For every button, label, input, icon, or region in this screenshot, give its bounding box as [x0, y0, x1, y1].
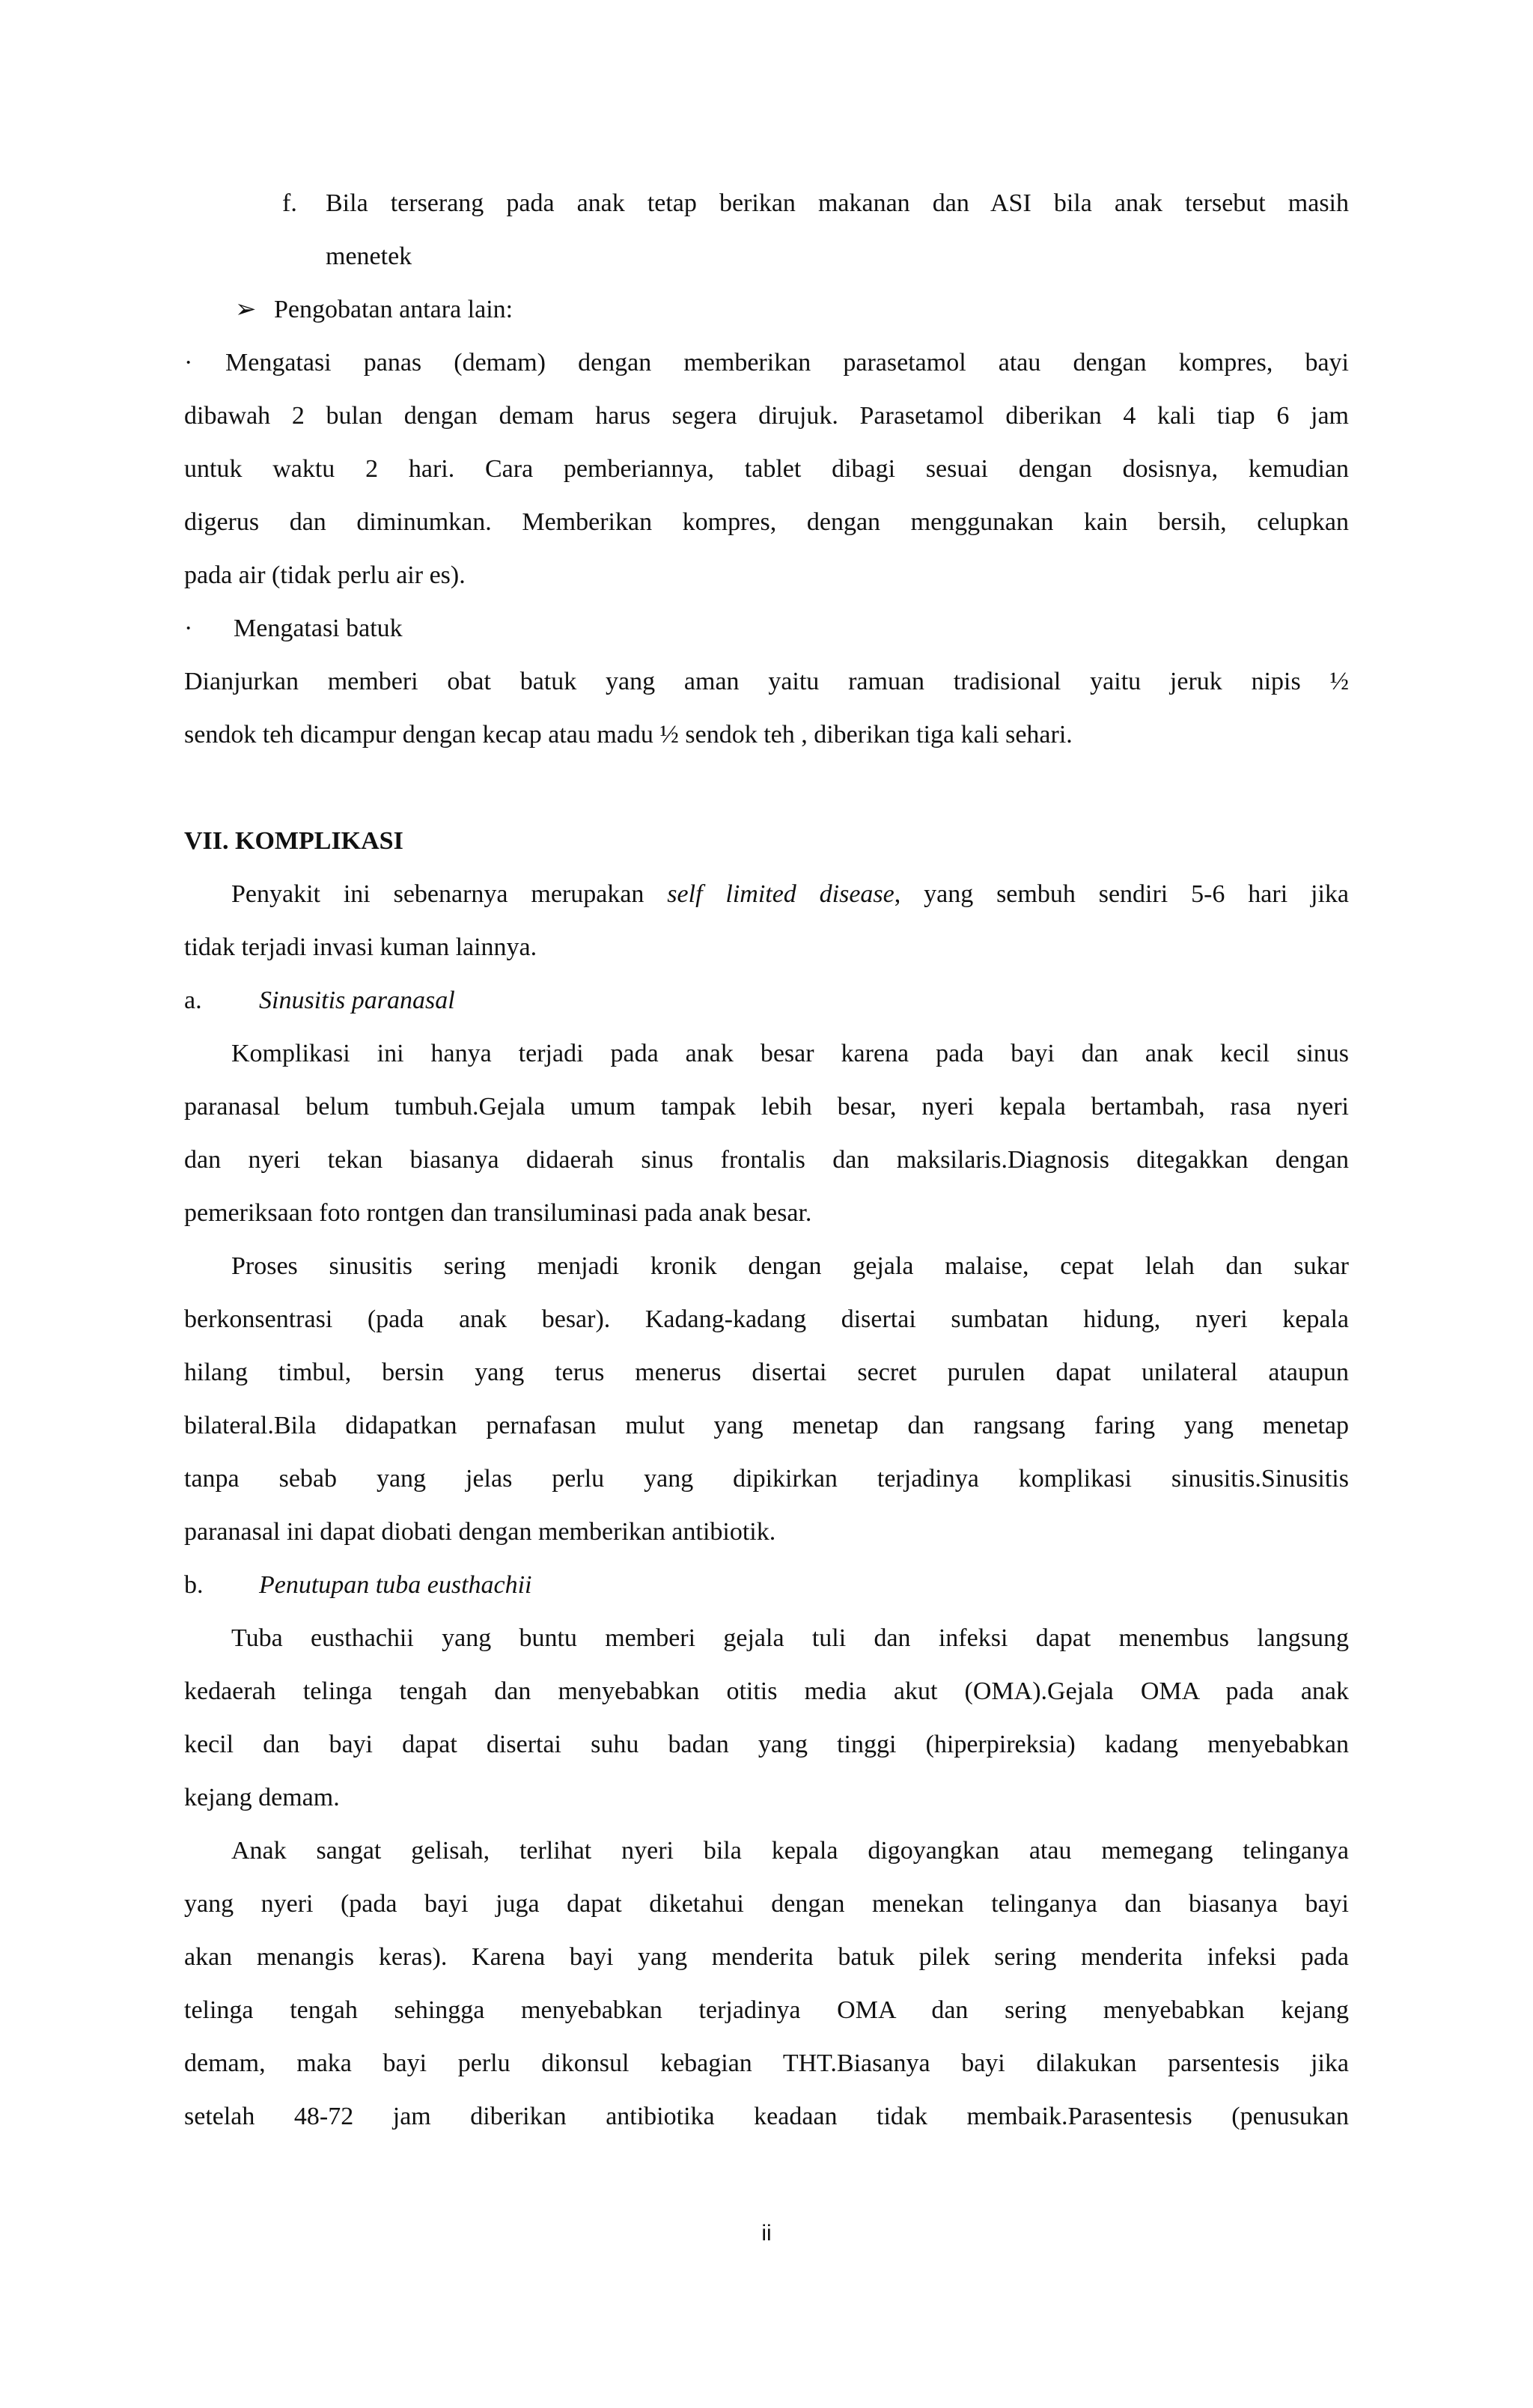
tuba-p2-line-3: akan menangis keras). Karena bayi yang menderita batuk pilek sering menderita infeksi pada: [184, 1943, 1349, 1971]
sinusitis-p2-line-3: hilang timbul, bersin yang terus menerus disertai secret purulen dapat unilateral ataupun: [184, 1359, 1349, 1386]
batuk-line-2: sendok teh dicampur dengan kecap atau madu ½ sendok teh , diberikan tiga kali sehari.: [184, 721, 1073, 749]
sinusitis-p1-line-4: pemeriksaan foto rontgen dan transiluminasi pada anak besar.: [184, 1199, 812, 1227]
page-number: ii: [761, 2221, 772, 2246]
komplikasi-intro-post: , yang sembuh sendiri 5-6 hari jika: [894, 880, 1349, 908]
subheading-label-a: a.: [184, 987, 202, 1014]
subheading-tuba-title: Penutupan tuba eusthachii: [259, 1571, 532, 1599]
pengobatan-heading: [184, 283, 1349, 336]
sinusitis-p2-line-6: paranasal ini dapat diobati dengan memberikan antibiotik.: [184, 1518, 776, 1546]
item-f-line-2: menetek: [326, 243, 412, 270]
komplikasi-intro-pre: Penyakit ini sebenarnya merupakan: [231, 880, 668, 908]
tuba-p1-line-4: kejang demam.: [184, 1784, 340, 1811]
panas-text-1: Mengatasi panas (demam) dengan memberikan parasetamol atau dengan kompres, bayi: [225, 349, 1349, 377]
item-f-text: Bila terserang pada anak tetap berikan makanan dan ASI bila anak tersebut masih: [326, 189, 1349, 217]
sinusitis-p2-line-2: berkonsentrasi (pada anak besar). Kadang-kadang disertai sumbatan hidung, nyeri kepala: [184, 1305, 1349, 1333]
tuba-p1-line-3: kecil dan bayi dapat disertai suhu badan yang tinggi (hiperpireksia) kadang menyebabkan: [184, 1731, 1349, 1758]
panas-line-3: untuk waktu 2 hari. Cara pemberiannya, tablet dibagi sesuai dengan dosisnya, kemudian: [184, 455, 1349, 483]
tuba-p1-line-2: kedaerah telinga tengah dan menyebabkan otitis media akut (OMA).Gejala OMA pada anak: [184, 1677, 1349, 1705]
subheading-tuba: [184, 1558, 1349, 1612]
komplikasi-intro-italic: self limited disease: [667, 880, 894, 908]
batuk-line-1: Dianjurkan memberi obat batuk yang aman yaitu ramuan tradisional yaitu jeruk nipis ½: [184, 668, 1349, 695]
tuba-p2-line-6: setelah 48-72 jam diberikan antibiotika keadaan tidak membaik.Parasentesis (penusukan: [184, 2103, 1349, 2130]
tuba-p2-line-2: yang nyeri (pada bayi juga dapat diketahui dengan menekan telinganya dan biasanya bayi: [184, 1890, 1349, 1918]
tuba-p2-line-1: Anak sangat gelisah, terlihat nyeri bila kepala digoyangkan atau memegang telinganya: [231, 1837, 1349, 1865]
subheading-sinusitis-title: Sinusitis paranasal: [259, 987, 455, 1014]
batuk-heading: [184, 602, 1349, 655]
sinusitis-p1-line-2: paranasal belum tumbuh.Gejala umum tampak lebih besar, nyeri kepala bertambah, rasa nyeri: [184, 1093, 1349, 1121]
sinusitis-p1-line-1: Komplikasi ini hanya terjadi pada anak besar karena pada bayi dan anak kecil sinus: [231, 1040, 1349, 1067]
tuba-p2-line-5: demam, maka bayi perlu dikonsul kebagian THT.Biasanya bayi dilakukan parsentesis jika: [184, 2049, 1349, 2077]
komplikasi-intro-line-1: [184, 868, 1349, 921]
section-heading-komplikasi: VII. KOMPLIKASI: [184, 827, 403, 855]
komplikasi-intro-line-2: tidak terjadi invasi kuman lainnya.: [184, 933, 537, 961]
dot-bullet-icon: ·: [184, 615, 193, 642]
page-content: [184, 177, 1349, 2143]
sinusitis-p1-line-3: dan nyeri tekan biasanya didaerah sinus frontalis dan maksilaris.Diagnosis ditegakkan dengan: [184, 1146, 1349, 1174]
batuk-title: Mengatasi batuk: [234, 615, 403, 642]
pengobatan-title: Pengobatan antara lain:: [274, 296, 513, 323]
item-f-line-1: f. Bila terserang pada anak tetap berikan makanan dan ASI bila anak tersebut masih: [282, 189, 1349, 217]
sinusitis-p2-line-5: tanpa sebab yang jelas perlu yang dipikirkan terjadinya komplikasi sinusitis.Sinusitis: [184, 1465, 1349, 1493]
tuba-p1-line-1: Tuba eusthachii yang buntu memberi gejala tuli dan infeksi dapat menembus langsung: [231, 1624, 1349, 1652]
arrow-bullet-icon: ➢: [235, 296, 257, 323]
subheading-label-b: b.: [184, 1571, 204, 1599]
subheading-sinusitis: [184, 974, 1349, 1027]
dot-bullet-icon: ·: [184, 349, 193, 377]
panas-line-5: pada air (tidak perlu air es).: [184, 561, 466, 589]
sinusitis-p2-line-1: Proses sinusitis sering menjadi kronik dengan gejala malaise, cepat lelah dan sukar: [231, 1252, 1349, 1280]
panas-line-1: [184, 336, 1349, 389]
panas-line-4: digerus dan diminumkan. Memberikan kompres, dengan menggunakan kain bersih, celupkan: [184, 508, 1349, 536]
panas-line-2: dibawah 2 bulan dengan demam harus segera dirujuk. Parasetamol diberikan 4 kali tiap 6 jam: [184, 402, 1349, 430]
spacer: [184, 761, 1349, 814]
sinusitis-p2-line-4: bilateral.Bila didapatkan pernafasan mulut yang menetap dan rangsang faring yang menetap: [184, 1412, 1349, 1439]
tuba-p2-line-4: telinga tengah sehingga menyebabkan terjadinya OMA dan sering menyebabkan kejang: [184, 1996, 1349, 2024]
